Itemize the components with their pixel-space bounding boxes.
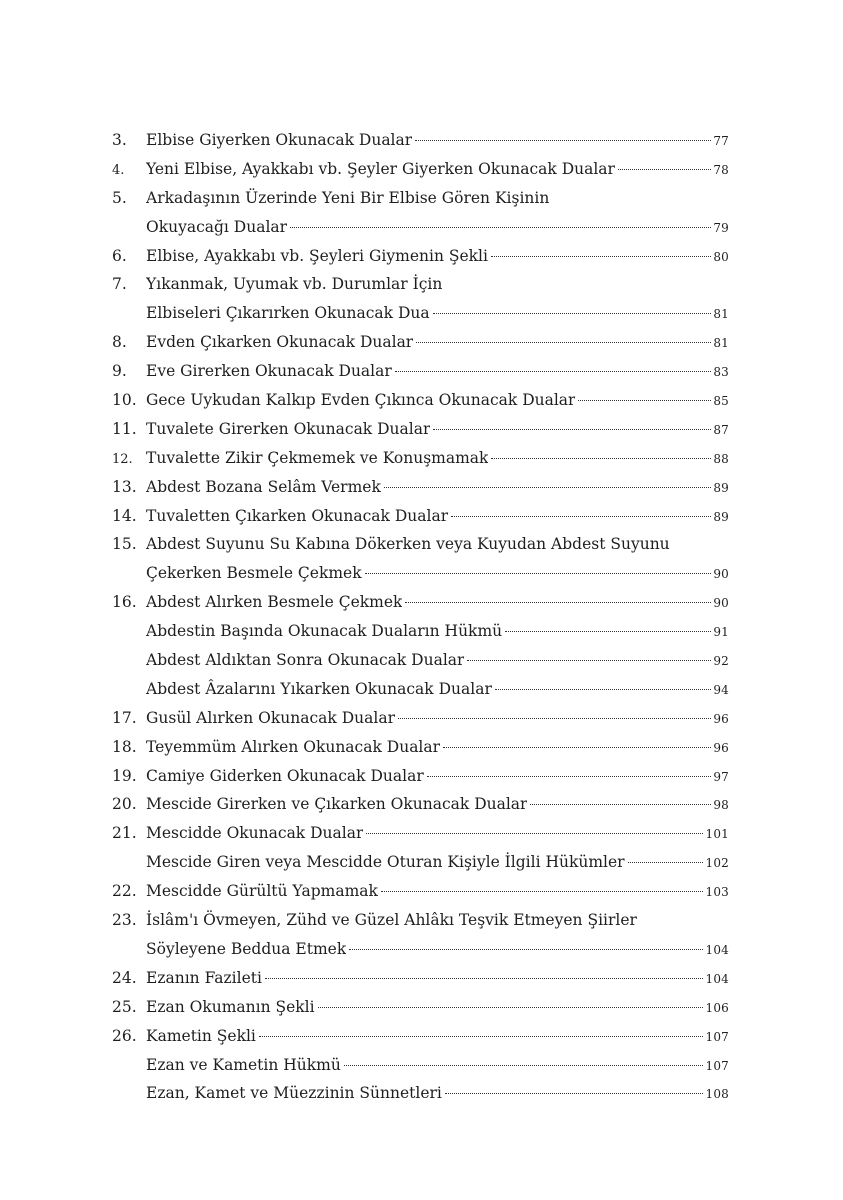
toc-entry-line [112,1051,729,1080]
toc-entry-title: Tuvaletten Çıkarken Okunacak Dualar [146,506,449,525]
dot-leader [405,602,711,603]
toc-entry-line [112,126,729,155]
toc-entry-line [112,1079,729,1108]
toc-entry-title: Mescide Giren veya Mescidde Oturan Kişiyle İlgili Hükümler [146,853,625,872]
toc-page-number: 88 [713,451,729,466]
toc-page-number: 108 [705,1087,729,1102]
toc-entry-line [112,790,729,819]
toc-entry-line [112,848,729,877]
toc-entry-number: 5. [112,188,127,207]
dot-leader [445,1093,704,1094]
toc-entry-title: Okuyacağı Dualar [146,217,288,236]
toc-entry-line [112,242,729,271]
toc-entry-line [112,1022,729,1051]
toc-entry-number: 4. [112,162,125,178]
toc-entry-title: Abdest Suyunu Su Kabına Dökerken veya Kuyudan Abdest Suyunu [146,535,670,554]
toc-page-number: 90 [713,567,729,582]
dot-leader [290,227,711,228]
dot-leader [398,718,711,719]
toc-entry-number: 13. [112,477,137,496]
toc-entry-line [112,155,729,184]
toc-entry-title: Mescidde Gürültü Yapmamak [146,882,378,901]
toc-page-number: 91 [713,625,729,640]
toc-entry-title: Abdest Alırken Besmele Çekmek [146,593,403,612]
toc-entry-title: Abdest Bozana Selâm Vermek [146,477,381,496]
toc-entry-number: 26. [112,1026,137,1045]
toc-entry-line [112,444,729,473]
toc-entry-number: 23. [112,911,137,930]
toc-page-number: 81 [713,336,729,351]
toc-entry-title: Elbise, Ayakkabı vb. Şeyleri Giymenin Şekli [146,246,488,265]
toc-entry-line [112,935,729,964]
toc-entry-number: 7. [112,275,127,294]
toc-page-number: 89 [713,509,729,524]
toc-entry-title: Ezan, Kamet ve Müezzinin Sünnetleri [146,1084,442,1103]
toc-entry-line [112,328,729,357]
toc-entry-number: 3. [112,131,127,149]
dot-leader [467,660,711,661]
toc-page-number: 83 [713,365,729,380]
toc-entry-title: Abdest Aldıktan Sonra Okunacak Dualar [146,651,465,670]
toc-entry-title: Mescidde Okunacak Dualar [146,824,364,843]
toc-page-number: 94 [713,682,729,697]
toc-page-number: 90 [713,596,729,611]
toc-entry-line [112,906,729,935]
toc-entry-title: Tuvalete Girerken Okunacak Dualar [146,419,431,438]
dot-leader [384,487,711,488]
toc-entry-number: 12. [112,451,133,467]
dot-leader [433,313,712,314]
dot-leader [427,776,712,777]
toc-entry-title: Ezanın Fazileti [146,968,262,987]
toc-entry-number: 11. [112,419,137,438]
dot-leader [365,573,712,574]
toc-entry-line [112,473,729,502]
toc-entry-line [112,993,729,1022]
toc-entry-line [112,386,729,415]
dot-leader [491,458,711,459]
toc-page-number: 102 [705,856,729,871]
toc-entry-title: Kametin Şekli [146,1026,256,1045]
toc-entry-title: Yeni Elbise, Ayakkabı vb. Şeyler Giyerken Okunacak Dualar [146,159,615,178]
toc-entry-title: Tuvalette Zikir Çekmemek ve Konuşmamak [146,448,489,467]
toc-entry-number: 14. [112,506,137,525]
toc-page-number: 96 [713,711,729,726]
toc-page-number: 104 [705,942,729,957]
dot-leader [451,516,711,517]
dot-leader [318,1007,704,1008]
toc-entry-title: Ezan ve Kametin Hükmü [146,1055,341,1074]
table-of-contents [112,126,729,1108]
dot-leader [628,862,704,863]
toc-page-number: 77 [713,134,729,148]
toc-page-number: 107 [705,1029,729,1044]
toc-entry-number: 24. [112,968,137,987]
toc-entry-number: 15. [112,535,137,554]
toc-entry-title: İslâm'ı Övmeyen, Zühd ve Güzel Ahlâkı Teşvik Etmeyen Şiirler [146,911,637,930]
toc-entry-line [112,184,729,213]
toc-entry-line [112,530,729,559]
toc-entry-number: 25. [112,997,137,1016]
dot-leader [415,140,711,141]
toc-entry-number: 18. [112,737,137,756]
dot-leader [395,371,712,372]
dot-leader [505,631,711,632]
dot-leader [349,949,703,950]
dot-leader [530,804,711,805]
toc-entry-number: 22. [112,882,137,901]
toc-entry-title: Evden Çıkarken Okunacak Dualar [146,333,414,352]
toc-entry-title: Eve Girerken Okunacak Dualar [146,362,392,381]
dot-leader [344,1065,704,1066]
toc-entry-line [112,877,729,906]
toc-page-number: 98 [713,798,729,813]
toc-entry-number: 21. [112,824,137,843]
toc-entry-line [112,588,729,617]
toc-entry-line [112,213,729,242]
toc-page-number: 103 [705,885,729,900]
toc-page-number: 78 [713,162,729,177]
toc-entry-title: Abdest Âzalarını Yıkarken Okunacak Dualar [146,679,492,698]
toc-page-number: 89 [713,480,729,495]
dot-leader [381,891,704,892]
dot-leader [433,429,711,430]
toc-entry-line [112,617,729,646]
toc-page-number: 87 [713,422,729,437]
toc-page-number: 79 [713,220,729,235]
toc-entry-line [112,646,729,675]
toc-entry-line [112,270,729,299]
toc-entry-number: 10. [112,391,137,410]
toc-entry-title: Elbiseleri Çıkarırken Okunacak Dua [146,304,430,323]
toc-page-number: 96 [713,740,729,755]
dot-leader [259,1036,704,1037]
toc-entry-number: 6. [112,246,127,265]
toc-entry-title: Gece Uykudan Kalkıp Evden Çıkınca Okunacak Dualar [146,391,576,410]
toc-page-number: 92 [713,654,729,669]
toc-entry-number: 16. [112,593,137,612]
toc-entry-line [112,819,729,848]
toc-page-number: 104 [705,971,729,986]
dot-leader [443,747,711,748]
toc-entry-line [112,704,729,733]
toc-entry-number: 17. [112,708,137,727]
toc-page-number: 97 [713,769,729,784]
toc-entry-title: Söyleyene Beddua Etmek [146,939,347,958]
toc-entry-number: 19. [112,766,137,785]
toc-page-number: 81 [713,307,729,322]
dot-leader [618,169,711,170]
toc-entry-line [112,299,729,328]
toc-entry-line [112,559,729,588]
toc-entry-line [112,415,729,444]
toc-entry-number: 20. [112,795,137,814]
toc-entry-number: 8. [112,333,127,352]
toc-entry-title: Camiye Giderken Okunacak Dualar [146,766,424,785]
toc-entry-title: Teyemmüm Alırken Okunacak Dualar [146,737,441,756]
dot-leader [265,978,704,979]
toc-entry-line [112,964,729,993]
toc-entry-title: Abdestin Başında Okunacak Duaların Hükmü [146,622,503,641]
toc-page-number: 106 [705,1000,729,1015]
toc-entry-number: 9. [112,362,127,381]
toc-entry-line [112,357,729,386]
toc-entry-title: Ezan Okumanın Şekli [146,997,315,1016]
toc-entry-title: Arkadaşının Üzerinde Yeni Bir Elbise Gören Kişinin [146,188,550,207]
toc-page-number: 107 [705,1058,729,1073]
dot-leader [416,342,711,343]
toc-entry-line [112,502,729,531]
dot-leader [366,833,703,834]
toc-entry-title: Çekerken Besmele Çekmek [146,564,362,583]
toc-entry-line [112,675,729,704]
toc-entry-line [112,762,729,791]
dot-leader [495,689,711,690]
toc-entry-title: Gusül Alırken Okunacak Dualar [146,708,395,727]
dot-leader [578,400,711,401]
toc-page-number: 85 [713,394,729,409]
dot-leader [491,256,711,257]
toc-entry-title: Yıkanmak, Uyumak vb. Durumlar İçin [146,275,443,294]
toc-entry-line [112,733,729,762]
toc-page-number: 80 [713,249,729,264]
toc-page-number: 101 [705,827,729,842]
toc-entry-title: Elbise Giyerken Okunacak Dualar [146,131,413,149]
toc-entry-title: Mescide Girerken ve Çıkarken Okunacak Dualar [146,795,528,814]
